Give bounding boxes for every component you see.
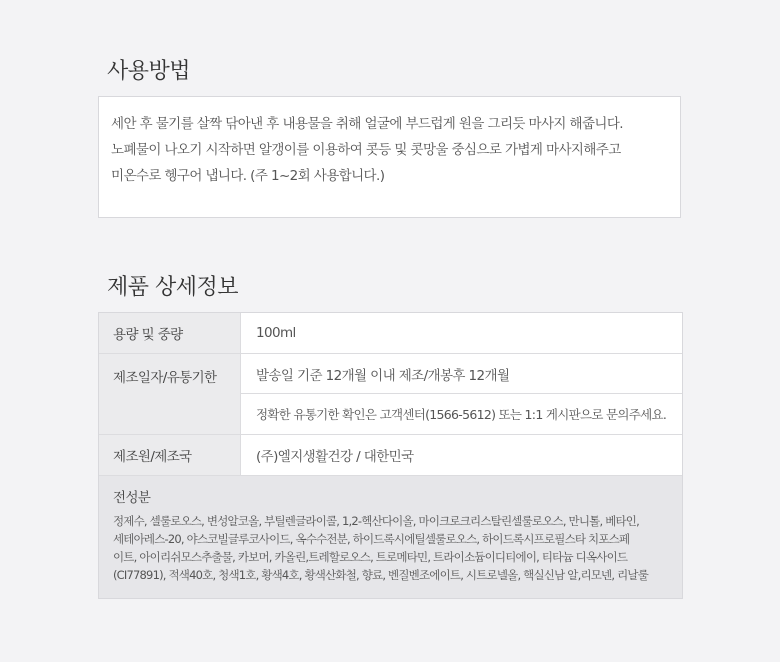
ingredients-label: 전성분 [113, 490, 151, 506]
expiry-label: 제조일자/유통기한 [99, 354, 241, 434]
usage-line: 세안 후 물기를 살짝 닦아낸 후 내용물을 취해 얼굴에 부드럽게 원을 그리듯 마사지 해줍니다. [111, 116, 623, 132]
ingredients-section [99, 476, 682, 598]
usage-title: 사용방법 [107, 59, 191, 84]
usage-line: 미온수로 헹구어 냅니다. (주 1~2회 사용합니다.) [111, 168, 385, 184]
origin-row [99, 435, 682, 476]
product-details-table [98, 312, 683, 599]
origin-label: 제조원/제조국 [99, 435, 241, 475]
ingredients-line: (CI77891), 적색40호, 청색1호, 황색4호, 황색산화철, 향료, 벤질벤조에이트, 시트로넬올, 핵실신남 알,리모넨, 리날룰 [113, 568, 649, 582]
expiry-note: 정확한 유통기한 확인은 고객센터(1566-5612) 또는 1:1 게시판으로 문의주세요. [256, 407, 667, 422]
volume-value: 100ml [256, 325, 296, 341]
expiry-value: 발송일 기준 12개월 이내 제조/개봉후 12개월 [241, 354, 682, 394]
origin-value: (주)엘지생활건강 / 대한민국 [256, 449, 414, 465]
ingredients-line: 정제수, 셀룰로오스, 변성알코올, 부틸렌글라이콜, 1,2-헥산다이올, 마이크로크리스탈린셀룰로오스, 만니톨, 베타인, [113, 514, 639, 528]
usage-box [98, 96, 681, 218]
ingredients-line: 이트, 아이리쉬모스추출물, 카보머, 카올린,트레할로오스, 트로메타민, 트라이소듐이디티에이, 티타늄 디옥사이드 [113, 550, 628, 564]
expiry-row [99, 354, 682, 435]
ingredients-line: 세테아레스-20, 야스코빌글루코사이드, 옥수수전분, 하이드록시에틸셀룰로오스, 하이드록시프로필스타 치포스페 [113, 532, 630, 546]
product-details-title: 제품 상세정보 [107, 275, 239, 300]
volume-label: 용량 및 중량 [99, 313, 241, 353]
volume-row [99, 313, 682, 354]
usage-line: 노폐물이 나오기 시작하면 알갱이를 이용하여 콧등 및 콧망울 중심으로 가볍게 마사지해주고 [111, 142, 621, 158]
expiry-values [241, 354, 682, 434]
